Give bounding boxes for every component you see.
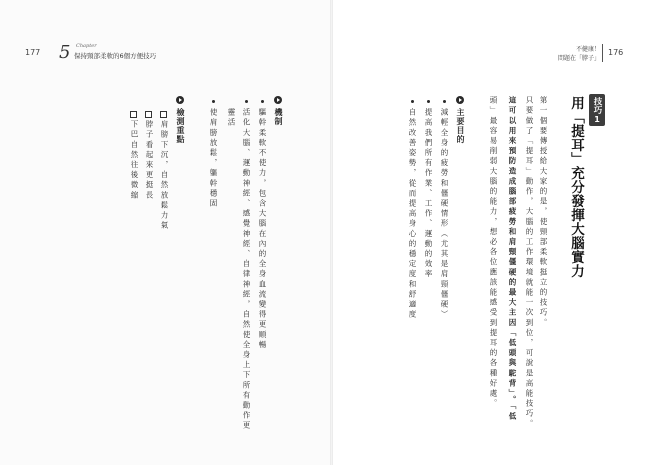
bullet-icon	[427, 100, 430, 103]
chapter-number: 5	[59, 42, 71, 63]
main-purpose-heading: 主要目的	[456, 108, 465, 144]
tip-badge-label: 技巧	[592, 96, 602, 114]
bullet-icon	[411, 100, 414, 103]
chapter-script-label: Chapter	[76, 43, 97, 49]
play-icon	[274, 96, 282, 104]
bullet-icon	[245, 100, 248, 103]
mechanism-item-2a: 活化大腦、運動神經、感覺神經、自律神經，自然使全身上下所有動作更	[242, 108, 251, 432]
mechanism-item-1: 驅幹柔軟不使力，包含大腦在內的全身血流變得更順暢	[258, 108, 267, 351]
intro-line-2: 只要做了「提耳」動作，大腦的工作環境就能一次到位，可說是高能技巧。	[525, 96, 534, 430]
checkbox-icon	[130, 111, 137, 118]
checkbox-icon	[145, 111, 152, 118]
left-page	[0, 0, 331, 465]
purpose-item-2: 提高我們所有作業、工作、運動的效率	[424, 108, 433, 280]
checkbox-icon	[160, 111, 167, 118]
tip-title: 用「提耳」充分發揮大腦實力	[568, 96, 584, 278]
left-page-number: 177	[25, 48, 41, 57]
bullet-icon	[212, 100, 215, 103]
checkpoint-item-2: 脖子看起來更挺長	[145, 120, 154, 201]
intro-line-1: 第一個要傳授給大家的是，使頸部柔軟挺立的技巧。	[539, 96, 548, 329]
header-divider	[602, 44, 603, 62]
running-header-line1: 不健康！	[575, 46, 600, 53]
chapter-title: 保持頸部柔軟的6個方便技巧	[74, 52, 157, 60]
tip-badge	[589, 94, 605, 126]
tip-badge-number: 1	[594, 114, 600, 124]
checkpoints-heading: 檢測重點	[176, 108, 185, 144]
play-icon	[456, 96, 464, 104]
checkpoint-item-3: 下巴自然往後微縮	[130, 120, 139, 201]
purpose-item-3: 自然改善姿勢，從而提高身心的穩定度和舒適度	[408, 108, 417, 321]
intro-line-3: 這可以用來預防造成腦部疲勞和肩頸僵硬的最大主因「低頭與駝背」。「低	[508, 96, 517, 422]
purpose-item-1: 減輕全身的疲勞和僵硬情形（尤其是肩頸僵硬）	[440, 108, 449, 321]
mechanism-heading: 機制	[274, 108, 283, 126]
checkpoint-item-1: 肩膀下沉，自然放鬆力氣	[160, 120, 169, 232]
mechanism-item-2b: 靈活	[227, 108, 236, 129]
right-page-number: 176	[608, 48, 624, 57]
intro-line-4: 頭」最容易削弱大腦的能力，想必各位應該能感受到提耳的各種好處。	[489, 96, 498, 410]
book-gutter	[330, 0, 333, 465]
bullet-icon	[261, 100, 264, 103]
bullet-icon	[443, 100, 446, 103]
running-header-line2: 問題在「脖子」	[557, 55, 600, 62]
play-icon	[176, 96, 184, 104]
mechanism-item-3: 使肩膀放鬆，軀幹穩固	[209, 108, 218, 209]
